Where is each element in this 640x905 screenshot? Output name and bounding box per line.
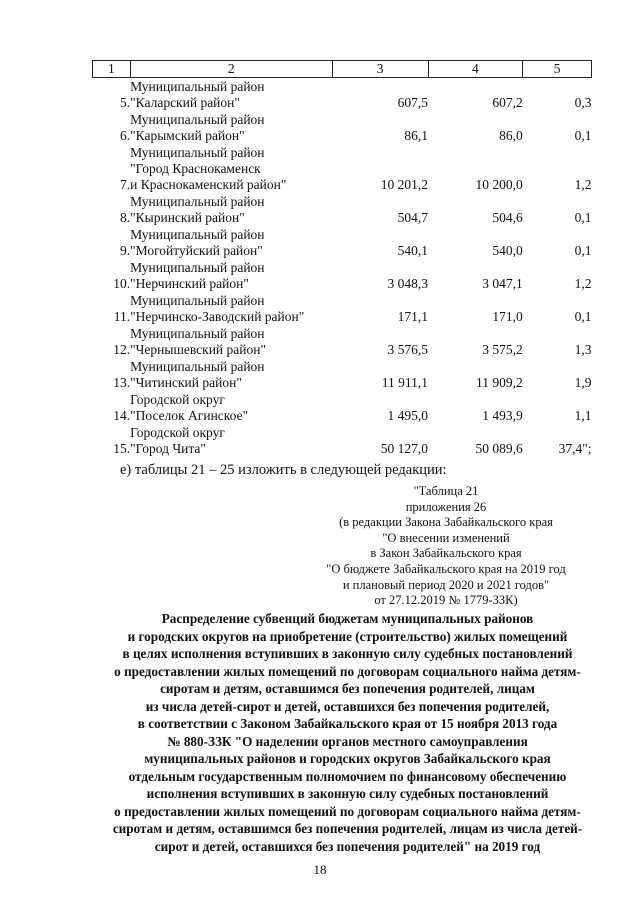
municipality-name-line: "Поселок Агинское" [130, 408, 249, 423]
subvention-table [92, 60, 592, 457]
municipality-name-line: "Кыринский район" [130, 210, 245, 225]
row-number: 12. [113, 342, 131, 357]
row-number: 11. [113, 309, 131, 324]
value-v3: 86,1 [404, 128, 429, 143]
title-line: № 880-ЗЗК "О наделении органов местного самоуправления [167, 733, 528, 749]
caption-line: "Таблица 21 [413, 484, 479, 498]
row-number: 8. [120, 210, 131, 225]
title-line: Распределение субвенций бюджетам муниципальных районов [161, 611, 534, 626]
table-row [93, 292, 592, 325]
value-v4: 3 575,2 [482, 342, 523, 357]
municipality-name-line: Муниципальный район [130, 326, 265, 341]
table-row [93, 325, 592, 358]
row-number: 7. [120, 177, 131, 192]
row-number: 10. [113, 276, 131, 291]
value-v3: 1 495,0 [387, 408, 429, 423]
municipality-name [130, 144, 332, 193]
municipality-name-line: Городской округ [130, 425, 225, 440]
caption-line: (в редакции Закона Забайкальского края [339, 515, 553, 530]
municipality-name [130, 78, 332, 112]
table-body [93, 78, 592, 458]
municipality-name [130, 358, 332, 391]
municipality-name-line: "Карымский район" [130, 128, 245, 143]
municipality-name-line: "Город Чита" [130, 441, 206, 456]
row-number: 6. [120, 128, 131, 143]
table-row [93, 226, 592, 259]
caption-line: и плановый период 2020 и 2021 годов" [342, 577, 550, 592]
value-v3: 11 911,1 [381, 375, 429, 390]
row-number: 15. [113, 441, 131, 456]
value-v4: 1 493,9 [482, 408, 523, 423]
value-v3: 50 127,0 [380, 441, 429, 456]
municipality-name [130, 391, 332, 424]
table-header-row [93, 61, 592, 78]
value-v3: 504,7 [397, 210, 429, 225]
table-row [93, 358, 592, 391]
title-line: в целях исполнения вступивших в законную силу судебных постановлений [122, 646, 573, 661]
table-title [90, 610, 605, 855]
value-v5: 0,1 [574, 128, 592, 143]
title-line: сирот и детей, оставшихся без попечения родителей" на 2019 год [154, 838, 541, 854]
caption-line: "О бюджете Забайкальского края на 2019 год [326, 561, 566, 576]
table-row [93, 193, 592, 226]
title-line: муниципальных районов и городских округов Забайкальского края [144, 751, 551, 766]
title-line: сиротам и детям, оставшимся без попечения родителей, лицам [160, 681, 535, 696]
table-row [93, 78, 592, 112]
caption-line: в Закон Забайкальского края [370, 546, 522, 561]
title-line: исполнения вступивших в законную силу судебных постановлений [146, 786, 549, 801]
municipality-name-line: "Нерчинско-Заводский район" [130, 309, 305, 324]
title-line: и городских округов на приобретение (строительство) жилых помещений [127, 628, 568, 644]
amendment-sentence: е) таблицы 21 – 25 изложить в следующей редакции: [120, 462, 447, 478]
row-number: 9. [120, 243, 131, 258]
value-v5: 37,4"; [558, 441, 592, 456]
municipality-name-line: и Краснокаменский район" [130, 177, 287, 192]
municipality-name [130, 424, 332, 457]
municipality-name-line: Муниципальный район [130, 145, 265, 160]
table-row [93, 424, 592, 457]
title-line: отдельным государственным полномочием по финансовому обеспечению [128, 768, 567, 784]
value-v5: 0,1 [574, 210, 592, 225]
municipality-name-line: Муниципальный район [130, 79, 265, 94]
municipality-name-line: Муниципальный район [130, 112, 265, 127]
column-header-1: 1 [93, 61, 131, 78]
municipality-name-line: Городской округ [130, 392, 225, 407]
municipality-name [130, 259, 332, 292]
title-line: о предоставлении жилых помещений по договорам социального найма детям- [114, 803, 581, 819]
page-number: 18 [313, 862, 327, 877]
column-header-5: 5 [523, 61, 592, 78]
value-v5: 0,3 [574, 95, 592, 110]
value-v5: 1,2 [574, 177, 592, 192]
table-row [93, 391, 592, 424]
municipality-name [130, 111, 332, 144]
value-v5: 1,2 [574, 276, 592, 291]
municipality-name [130, 226, 332, 259]
municipality-name-line: Муниципальный район [130, 194, 265, 209]
row-number: 14. [113, 408, 131, 423]
caption-line: от 27.12.2019 № 1779-ЗЗК) [374, 593, 518, 608]
table-row [93, 111, 592, 144]
title-line: из числа детей-сирот и детей, оставшихся без попечения родителей, [145, 698, 550, 714]
municipality-name-line: "Читинский район" [130, 375, 242, 390]
column-header-4: 4 [428, 61, 523, 78]
value-v3: 10 201,2 [380, 177, 429, 192]
value-v3: 607,5 [397, 95, 429, 110]
value-v3: 540,1 [397, 243, 429, 258]
value-v3: 3 048,3 [387, 276, 429, 291]
column-header-2: 2 [130, 61, 332, 78]
table-caption [296, 484, 596, 609]
value-v3: 3 576,5 [387, 342, 429, 357]
value-v4: 540,0 [492, 243, 523, 258]
caption-line: "О внесении изменений [382, 530, 510, 545]
municipality-name-line: "Город Краснокаменск [130, 161, 261, 176]
municipality-name-line: "Чернышевский район" [130, 342, 266, 357]
table-row [93, 259, 592, 292]
caption-line: приложения 26 [405, 499, 487, 514]
value-v5: 1,3 [574, 342, 592, 357]
value-v5: 1,1 [574, 408, 592, 423]
value-v5: 1,9 [574, 375, 592, 390]
municipality-name-line: Муниципальный район [130, 227, 265, 242]
value-v5: 0,1 [574, 243, 592, 258]
value-v5: 0,1 [574, 309, 592, 324]
value-v4: 11 909,2 [476, 375, 523, 390]
column-header-3: 3 [332, 61, 428, 78]
municipality-name-line: "Нерчинский район" [130, 276, 249, 291]
title-line: в соответствии с Законом Забайкальского края от 15 ноября 2013 года [137, 716, 558, 731]
value-v3: 171,1 [397, 309, 429, 324]
municipality-name [130, 325, 332, 358]
value-v4: 10 200,0 [475, 177, 523, 192]
table-row [93, 144, 592, 193]
value-v4: 3 047,1 [482, 276, 523, 291]
municipality-name [130, 193, 332, 226]
municipality-name-line: Муниципальный район [130, 359, 265, 374]
value-v4: 50 089,6 [475, 441, 523, 456]
municipality-name-line: "Каларский район" [130, 95, 240, 110]
value-v4: 504,6 [492, 210, 523, 225]
title-line: о предоставлении жилых помещений по договорам социального найма детям- [114, 663, 581, 679]
title-line: сиротам и детям, оставшимся без попечения родителей, лицам из числа детей- [112, 821, 583, 836]
value-v4: 607,2 [492, 95, 523, 110]
municipality-name [130, 292, 332, 325]
value-v4: 171,0 [492, 309, 523, 324]
value-v4: 86,0 [499, 128, 523, 143]
municipality-name-line: "Могойтуйский район" [130, 243, 263, 258]
row-number: 5. [120, 95, 131, 110]
row-number: 13. [113, 375, 131, 390]
municipality-name-line: Муниципальный район [130, 260, 265, 275]
municipality-name-line: Муниципальный район [130, 293, 265, 308]
